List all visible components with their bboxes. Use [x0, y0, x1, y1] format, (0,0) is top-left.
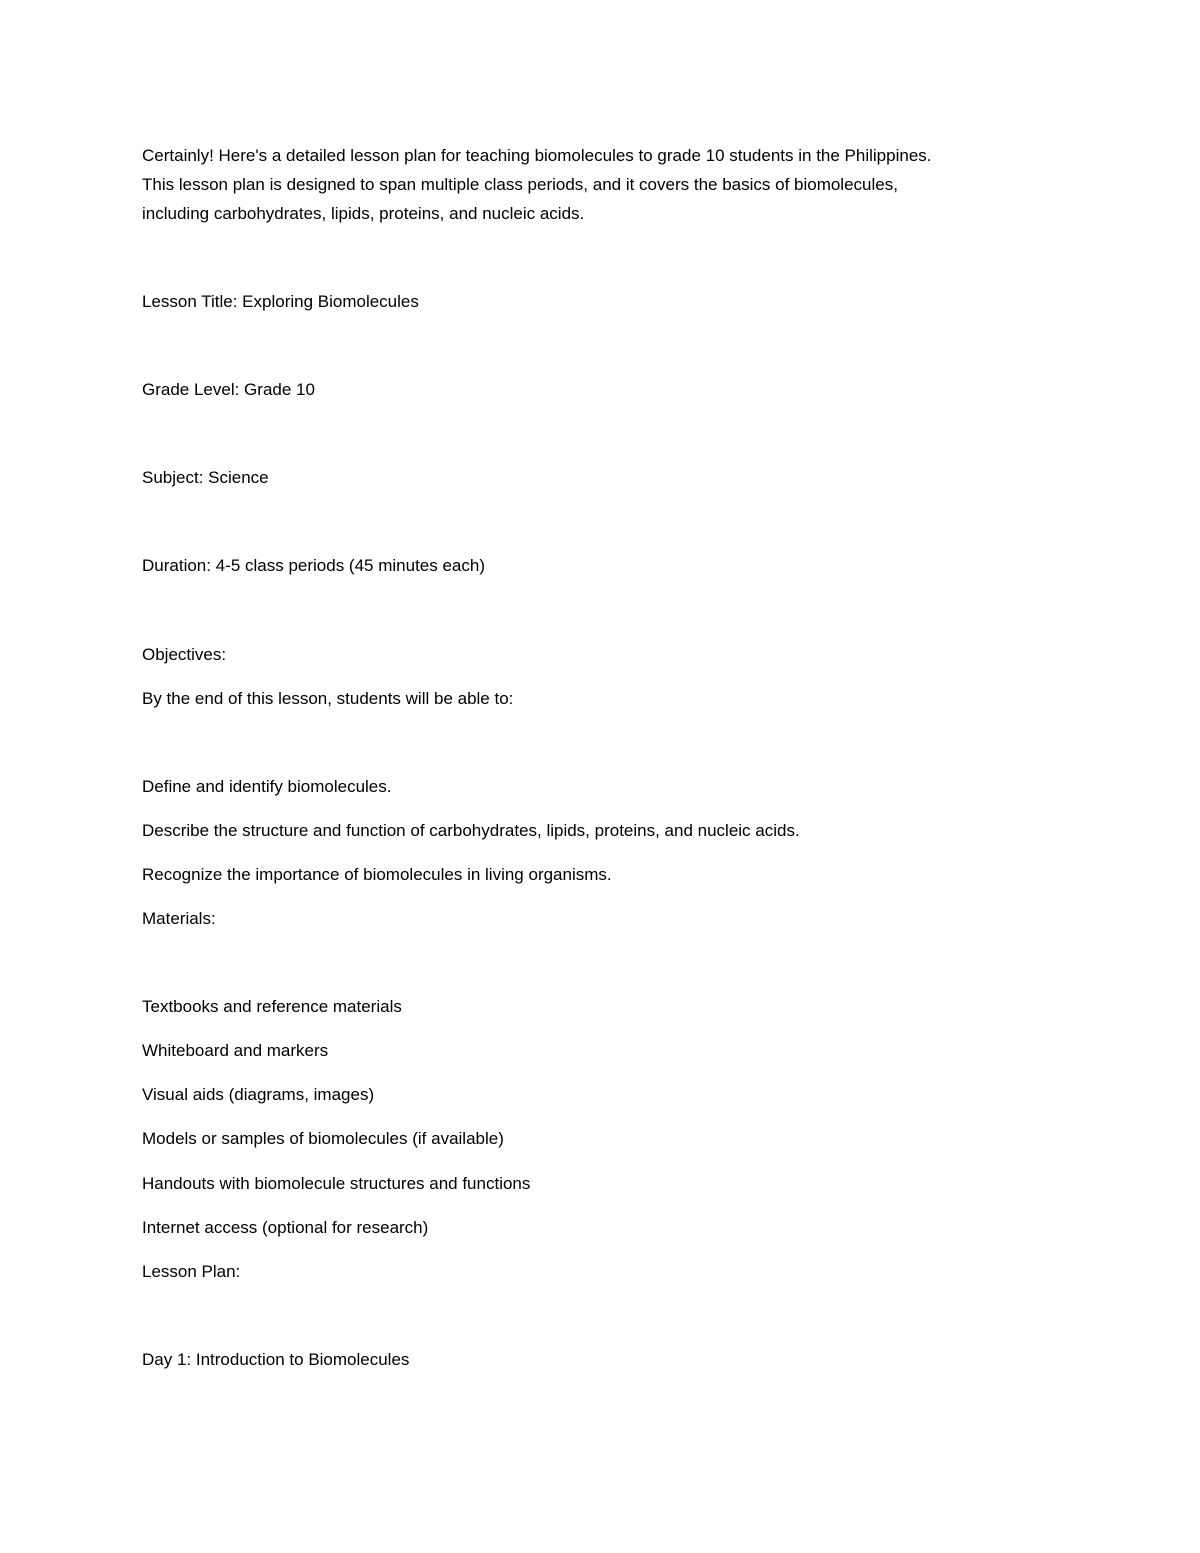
material-item: Visual aids (diagrams, images) — [142, 1085, 375, 1104]
material-item: Handouts with biomolecule structures and functions — [142, 1174, 531, 1193]
day-1-heading: Day 1: Introduction to Biomolecules — [142, 1350, 410, 1369]
subject: Subject: Science — [142, 468, 269, 487]
duration: Duration: 4-5 class periods (45 minutes each) — [142, 556, 485, 575]
objectives-lead: By the end of this lesson, students will be able to: — [142, 689, 514, 708]
material-item: Whiteboard and markers — [142, 1041, 329, 1060]
objective-item: Describe the structure and function of carbohydrates, lipids, proteins, and nucleic acids. — [142, 821, 800, 840]
lesson-plan-heading: Lesson Plan: — [142, 1262, 241, 1281]
material-item: Internet access (optional for research) — [142, 1218, 429, 1237]
objectives-heading: Objectives: — [142, 645, 227, 664]
materials-heading: Materials: — [142, 909, 216, 928]
lesson-title: Lesson Title: Exploring Biomolecules — [142, 292, 419, 311]
intro-line-1: Certainly! Here's a detailed lesson plan for teaching biomolecules to grade 10 students in the Philippines. — [142, 146, 932, 165]
material-item: Textbooks and reference materials — [142, 997, 402, 1016]
intro-line-2: This lesson plan is designed to span multiple class periods, and it covers the basics of biomolecules, — [142, 175, 898, 194]
material-item: Models or samples of biomolecules (if available) — [142, 1129, 504, 1148]
grade-level: Grade Level: Grade 10 — [142, 380, 315, 399]
objective-item: Recognize the importance of biomolecules in living organisms. — [142, 865, 612, 884]
objective-item: Define and identify biomolecules. — [142, 777, 392, 796]
intro-line-3: including carbohydrates, lipids, proteins, and nucleic acids. — [142, 204, 585, 223]
